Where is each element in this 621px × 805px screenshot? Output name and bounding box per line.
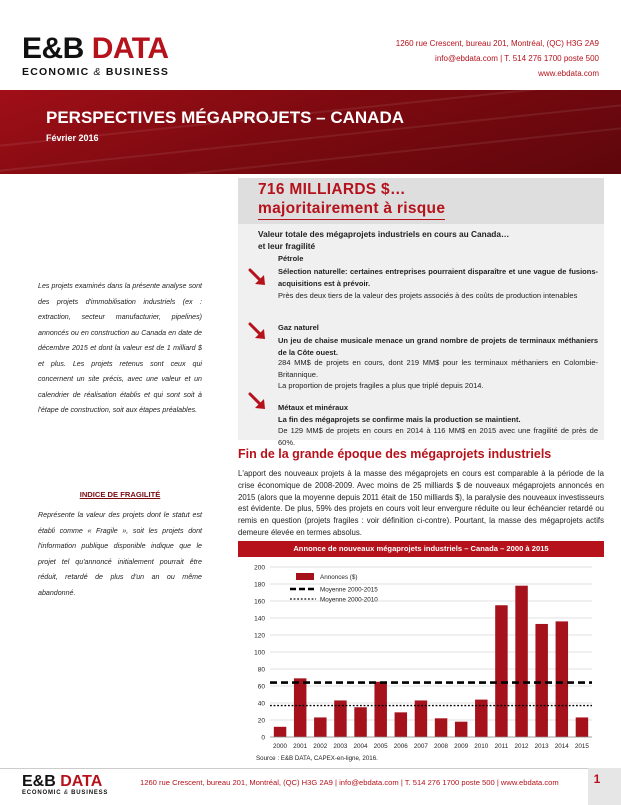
y-tick-label: 140 [254, 615, 265, 623]
section-line-gaz-2: La proportion de projets fragiles a plus que triplé depuis 2014. [278, 381, 484, 390]
legend-label: Moyenne 2000-2015 [320, 586, 378, 594]
y-tick-label: 0 [261, 734, 265, 742]
legend-label: Annonces ($) [320, 574, 358, 581]
logo-data-text: DATA [91, 32, 169, 65]
legend-label: Moyenne 2000-2010 [320, 596, 378, 604]
section-line-metaux-1: De 129 MM$ de projets en cours en 2014 à 116 MM$ en 2015 avec une fragilité de près de 60%. [278, 426, 598, 447]
sidebar-intro: Les projets examinés dans la présente analyse sont des projets d'immobilisation industriels (ex : extraction, secteur manufacturier, pipelines) annoncés ou en construction au Canada en date de décembre 2015 et dont la valeur est de 1 milliard $ et plus. Les projets retenus sont ceux qui concernent un site précis, avec une valeur et un calendrier de réalisation établis et qui sont soit à l'étape de construction, soit aux étapes préalables. [38, 282, 202, 414]
arrow-down-right-icon [248, 268, 268, 288]
bar [455, 722, 467, 737]
footer-logo-eb: E&B [22, 773, 56, 790]
bar [395, 712, 407, 737]
arrow-down-right-icon [248, 322, 268, 342]
x-tick-label: 2008 [434, 743, 449, 750]
y-tick-label: 100 [254, 649, 265, 657]
bar-chart [238, 557, 604, 757]
x-tick-label: 2005 [373, 743, 388, 750]
x-tick-label: 2001 [293, 743, 308, 750]
header-address: 1260 rue Crescent, bureau 201, Montréal, (QC) H3G 2A9 [395, 39, 599, 48]
footer-contact: 1260 rue Crescent, bureau 201, Montréal, (QC) H3G 2A9 | info@ebdata.com | T. 514 276 1700 poste 500 | www.ebdata.com [140, 778, 559, 787]
y-tick-label: 40 [257, 700, 265, 708]
x-tick-label: 2003 [333, 743, 348, 750]
section-title-gaz: Gaz naturel [278, 323, 319, 332]
article-body: L'apport des nouveaux projets à la masse des mégaprojets en cours est comparable à la période de la crise économique de 2008-2009. Avec moins de 25 milliards $ de nouveaux mégaprojets annoncés en 2015 (alors que la moyenne depuis 2011 était de 150 milliards $), la paralysie des nouveaux investisseurs est évidente. De plus, 59% des projets en cours voit leur envergure réduite ou leur échéancier retardé ou remis en question (projets fragiles : voir définition ci-contre). Pourtant, la masse des mégaprojets actifs demeure élevée en termes absolus. [238, 469, 604, 537]
highlight-subtitle-line1: Valeur totale des mégaprojets industriels en cours au Canada… [258, 229, 510, 239]
section-title-metaux: Métaux et minéraux [278, 403, 349, 412]
x-tick-label: 2004 [353, 743, 368, 750]
y-tick-label: 20 [257, 717, 265, 725]
y-tick-label: 120 [254, 632, 265, 640]
bar [354, 707, 366, 737]
y-tick-label: 200 [254, 564, 265, 572]
bar [274, 727, 286, 737]
header-email-phone[interactable]: info@ebdata.com | T. 514 276 1700 poste 500 [435, 54, 599, 63]
x-tick-label: 2012 [514, 743, 529, 750]
logo-eb-text: E&B [22, 32, 84, 65]
y-tick-label: 80 [257, 666, 265, 674]
highlight-title-line2: majoritairement à risque [258, 199, 445, 220]
footer-logo-data: DATA [60, 773, 103, 790]
fragility-definition: Représente la valeur des projets dont le statut est établi comme « Fragile », soit les projets dont l'information publique disponible indique que le projet tel qu'annoncé initialement pourrait être réduit, retardé de plus d'un an ou même abandonné. [38, 511, 202, 597]
footer-sub-business: BUSINESS [71, 790, 109, 796]
bar [314, 717, 326, 737]
bar [576, 717, 588, 737]
x-tick-label: 2013 [534, 743, 549, 750]
title-banner [0, 90, 621, 174]
x-tick-label: 2014 [554, 743, 569, 750]
x-tick-label: 2010 [474, 743, 489, 750]
chart-svg [238, 557, 604, 757]
logo-sub-economic: ECONOMIC [22, 66, 90, 78]
section-bold-metaux: La fin des mégaprojets se confirme mais la production se maintient. [278, 415, 521, 424]
footer-logo [22, 774, 102, 790]
highlight-subtitle-line2: et leur fragilité [258, 240, 316, 251]
bar [535, 624, 547, 737]
bar [294, 678, 306, 737]
footer-sub-amp: & [63, 790, 69, 796]
section-line-petrole-1: Près des deux tiers de la valeur des projets associés à des coûts de production intenables [278, 291, 578, 300]
bar [374, 682, 386, 737]
highlight-subtitle [258, 229, 509, 252]
logo-subtitle [22, 66, 169, 78]
bar [556, 621, 568, 737]
section-bold-gaz: Un jeu de chaise musicale menace un grand nombre de projets de terminaux méthaniers de la Côte ouest. [278, 336, 598, 357]
x-tick-label: 2007 [413, 743, 428, 750]
document-title: PERSPECTIVES MÉGAPROJETS – CANADA [46, 108, 405, 127]
y-tick-label: 180 [254, 581, 265, 589]
document-date: Février 2016 [46, 133, 99, 143]
page-number: 1 [593, 772, 601, 786]
footer-sub-economic: ECONOMIC [22, 790, 62, 796]
highlight-title [258, 180, 445, 220]
x-tick-label: 2009 [454, 743, 469, 750]
company-logo [22, 34, 169, 64]
section-title-petrole: Pétrole [278, 254, 304, 263]
bar [495, 605, 507, 737]
legend-swatch [296, 573, 314, 580]
chart-source: Source : E&B DATA, CAPEX-en-ligne, 2016. [256, 755, 378, 762]
bar [435, 718, 447, 737]
y-tick-label: 160 [254, 598, 265, 606]
logo-sub-business: BUSINESS [105, 66, 170, 78]
footer-divider [0, 768, 621, 769]
header-website[interactable]: www.ebdata.com [538, 69, 599, 78]
article-title: Fin de la grande époque des mégaprojets industriels [238, 447, 552, 461]
x-tick-label: 2015 [574, 743, 589, 750]
chart-title: Annonce de nouveaux mégaprojets industriels – Canada – 2000 à 2015 [238, 541, 604, 557]
x-tick-label: 2000 [273, 743, 288, 750]
highlight-title-line1: 716 MILLIARDS $… [258, 181, 406, 198]
x-tick-label: 2011 [494, 743, 509, 750]
arrow-down-right-icon [248, 392, 268, 412]
footer-logo-subtitle [22, 790, 108, 796]
x-tick-label: 2006 [393, 743, 408, 750]
bar [515, 586, 527, 737]
fragility-heading: INDICE DE FRAGILITÉ [79, 490, 161, 499]
section-bold-petrole: Sélection naturelle: certaines entreprises pourraient disparaître et une vague de fusions-acquisitions est à prévoir. [278, 267, 598, 288]
y-tick-label: 60 [257, 683, 265, 691]
x-tick-label: 2002 [313, 743, 328, 750]
logo-sub-amp: & [93, 66, 102, 78]
section-line-gaz-1: 284 MM$ de projets en cours, dont 219 MM$ pour les terminaux méthaniers en Colombie-Britannique. [278, 358, 598, 379]
